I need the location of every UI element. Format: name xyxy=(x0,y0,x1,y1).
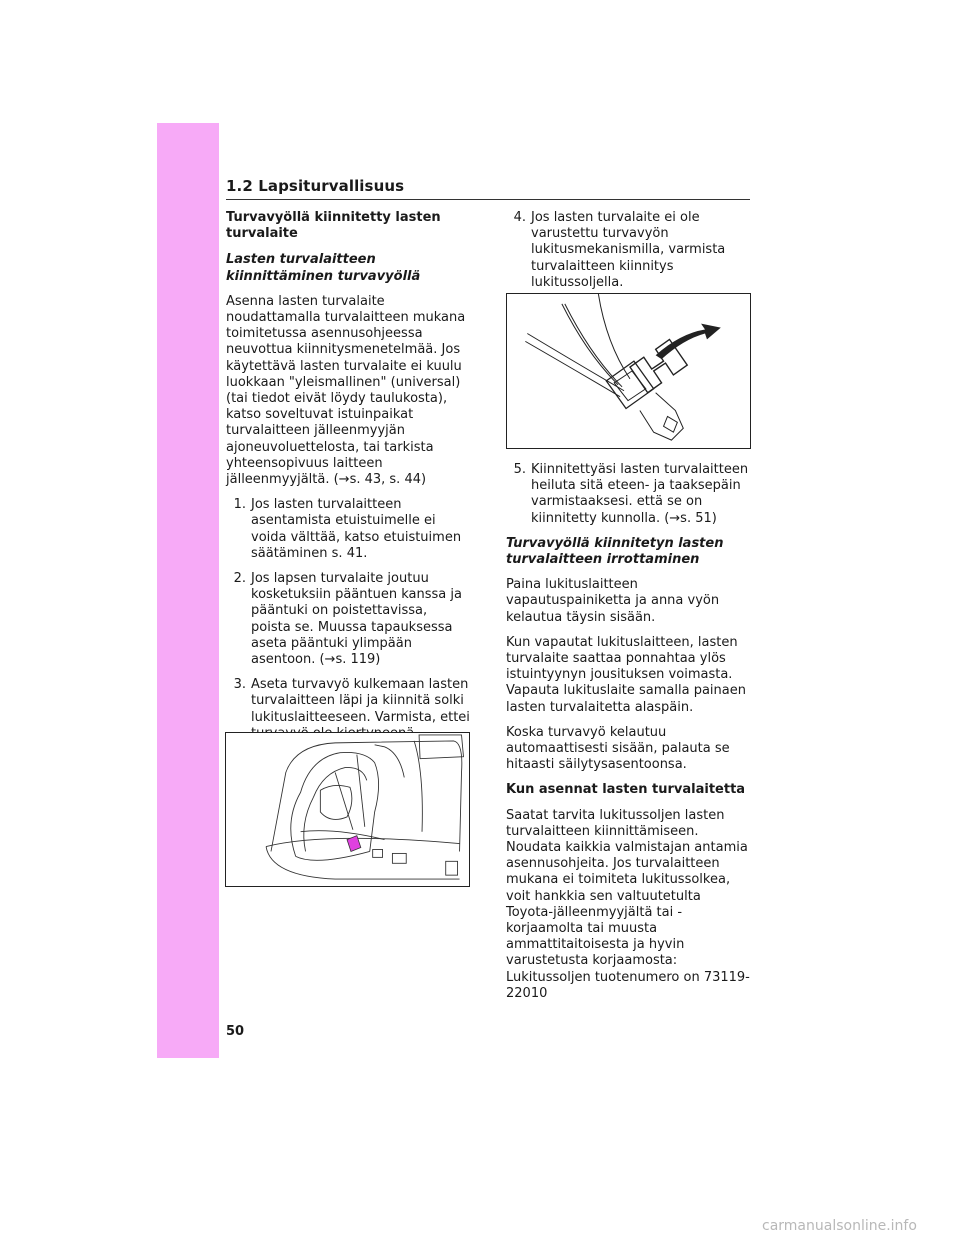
section-heading: Turvavyöllä kiinnitetty lasten turvalaite xyxy=(226,210,441,242)
step-item xyxy=(226,497,470,562)
removal-paragraph-1: Paina lukituslaitteen vapautuspainiketta ja anna vyön kelautua täysin sisään. xyxy=(506,577,720,625)
step-item xyxy=(506,462,752,527)
right-column-top xyxy=(506,210,752,300)
step-item xyxy=(226,571,470,668)
chapter-tab-sidebar xyxy=(157,123,219,1058)
step-number: 5. xyxy=(513,462,526,477)
step-number: 1. xyxy=(233,497,246,513)
subheading-installation: Lasten turvalaitteen kiinnittäminen turvavyöllä xyxy=(226,252,421,284)
step-number: 2. xyxy=(233,571,246,587)
step-text: Jos lasten turvalaite ei ole varustettu turvavyön lukitusmekanismilla, varmista turvalaitteen kiinnitys lukitussoljella. xyxy=(531,210,726,290)
step-item xyxy=(506,210,752,291)
step-text: Aseta turvavyö kulkemaan lasten turvalaitteen läpi ja kiinnitä solki lukituslaitteeseen. Varmista, ettei xyxy=(251,677,470,725)
subheading-removal: Turvavyöllä kiinnitetyn lasten turvalaitteen irrottaminen xyxy=(506,535,724,568)
page-number: 50 xyxy=(226,1024,245,1039)
child-seat-drawing xyxy=(226,733,469,886)
removal-paragraph-2: Kun vapautat lukituslaitteen, lasten turvalaite saattaa ponnahtaa ylös istuintyynyn jousituksen voimasta. Vapauta lukituslaite samalla painaen lasten turvalaitetta alaspäin. xyxy=(506,634,746,715)
step-number: 4. xyxy=(513,210,526,225)
section-title: 1.2 Lapsiturvallisuus xyxy=(226,177,405,195)
watermark-link[interactable]: carmanualsonline.info xyxy=(762,1218,917,1234)
child-seat-illustration xyxy=(225,732,470,887)
right-column-bottom xyxy=(506,462,752,1011)
locking-clip-illustration xyxy=(506,293,751,449)
header-rule xyxy=(226,199,750,200)
step-number: 3. xyxy=(233,677,246,693)
install-heading: Kun asennat lasten turvalaitetta xyxy=(506,782,746,798)
install-paragraph: Saatat tarvita lukitussoljen lasten turvalaitteen kiinnittämiseen. Noudata kaikkia valmistajan antamia asennusohjeita. Jos turvalaitteen mukana ei toimiteta lukitussolkea, voit hankkia sen valtuutetulta Toyota-jälleenmyyjältä tai -korjaamolta tai muusta ammattitaitoisesta ja hyvin varustetusta korjaamosta: Lukitussoljen tuotenumero on 73119-22010 xyxy=(506,807,750,1001)
removal-paragraph-3: Koska turvavyö kelautuu automaattisesti sisään, palauta se hitaasti säilytysasentoonsa. xyxy=(506,724,730,773)
intro-paragraph: Asenna lasten turvalaite noudattamalla turvalaitteen mukana toimitetussa asennusohjeessa neuvottua kiinnitysmenetelmää. Jos käytettävä lasten turvalaite ei kuulu luokkaan "yleismallinen" (universal) (tai tiedot eivät löydy taulukosta), katso soveltuvat istuinpaikat turvalaitteen jälleenmyyjän ajoneuvoluettelosta, tai tarkista yhteensopivuus laitteen jälleenmyyjältä. (→s. 43, s. 44) xyxy=(226,293,466,488)
step-text: Jos lasten turvalaitteen asentamista etuistuimelle ei voida välttää, katso etuistuimen säätäminen s. 41. xyxy=(251,497,462,561)
step-text: Jos lapsen turvalaite joutuu kosketuksiin pääntuen kanssa ja pääntuki on poistettavissa, poista se. Muussa tapauksessa aseta pääntuki ylimpään asentoon. (→s. 119) xyxy=(251,571,462,668)
indicator-arrow-icon xyxy=(656,324,721,360)
locking-clip-drawing xyxy=(507,294,750,448)
step-text: Kiinnitettyäsi lasten turvalaitteen heiluta sitä eteen- ja taaksepäin varmistaaksesi. että se on kiinnitetty kunnolla. (→s. 51) xyxy=(531,462,749,526)
